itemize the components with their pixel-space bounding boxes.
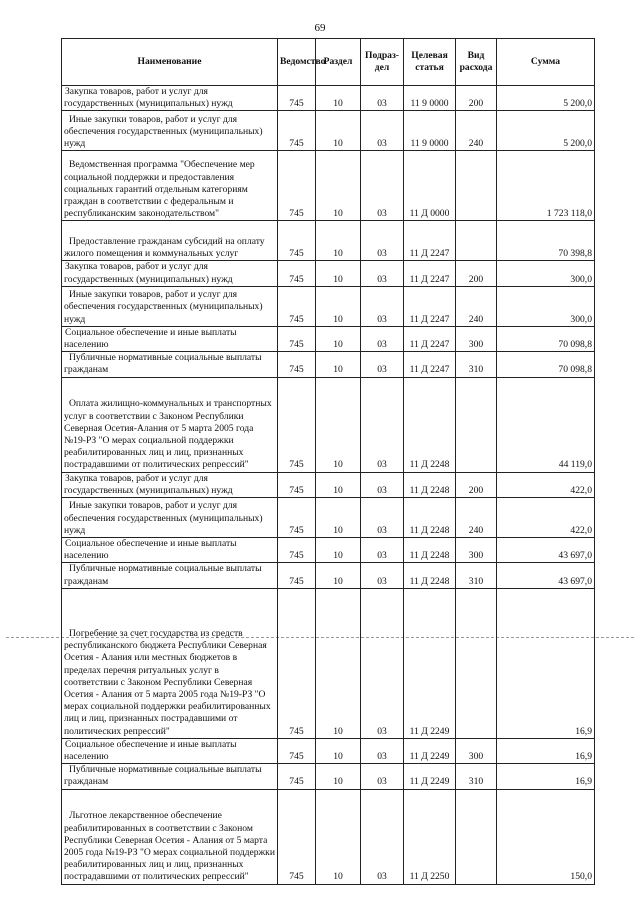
cell-name: Публичные нормативные социальные выплаты гражданам: [62, 764, 278, 789]
table-row: [62, 326, 595, 351]
cell-dept: 745: [278, 352, 316, 377]
budget-table: [61, 38, 595, 885]
cell-target: 11 Д 2247: [404, 286, 456, 326]
cell-subsection: 03: [361, 563, 404, 588]
cell-section: 10: [316, 377, 361, 472]
cell-subsection: 03: [361, 738, 404, 763]
table-row: [62, 151, 595, 221]
cell-dept: 745: [278, 86, 316, 111]
cell-subsection: 03: [361, 221, 404, 261]
table-row: [62, 538, 595, 563]
table-row: [62, 563, 595, 588]
cell-subsection: 03: [361, 352, 404, 377]
table-row: [62, 377, 595, 472]
cell-dept: 745: [278, 538, 316, 563]
cell-subsection: 03: [361, 151, 404, 221]
cell-dept: 745: [278, 588, 316, 738]
cell-target: 11 Д 2248: [404, 377, 456, 472]
header-expense: Вид расхода: [456, 39, 497, 86]
header-name: Наименование: [62, 39, 278, 86]
cell-expense: 240: [456, 111, 497, 151]
cell-subsection: 03: [361, 261, 404, 286]
cell-subsection: 03: [361, 111, 404, 151]
cell-name: Закупка товаров, работ и услуг для государственных (муниципальных) нужд: [62, 261, 278, 286]
cell-target: 11 Д 2248: [404, 563, 456, 588]
table-row: [62, 352, 595, 377]
cell-target: 11 Д 2249: [404, 738, 456, 763]
table-row: [62, 472, 595, 497]
cell-expense: 200: [456, 261, 497, 286]
cell-dept: 745: [278, 738, 316, 763]
table-row: [62, 261, 595, 286]
cell-sum: 5 200,0: [497, 111, 595, 151]
header-sum: Сумма: [497, 39, 595, 86]
cell-section: 10: [316, 538, 361, 563]
cell-name: Иные закупки товаров, работ и услуг для обеспечения государственных (муниципальных) нужд: [62, 286, 278, 326]
cell-sum: 422,0: [497, 472, 595, 497]
cell-expense: 300: [456, 738, 497, 763]
cell-name: Социальное обеспечение и иные выплаты населению: [62, 538, 278, 563]
cell-expense: [456, 377, 497, 472]
cell-section: 10: [316, 498, 361, 538]
cell-target: 11 Д 0000: [404, 151, 456, 221]
cell-sum: 5 200,0: [497, 86, 595, 111]
cell-section: 10: [316, 738, 361, 763]
cell-subsection: 03: [361, 377, 404, 472]
cell-target: 11 Д 2249: [404, 588, 456, 738]
cell-name: Погребение за счет государства из средств республиканского бюджета Республики Северная Осетия - Алания или местных бюджетов в пределах перечня ритуальных услуг в соответствии с Законом Республики Северная Осетия - Алания от 5 марта 2005 года №19-РЗ "О мерах социальной поддержки реабилитированных лиц и лиц, признанных пострадавшими от политических репрессий": [62, 588, 278, 738]
cell-sum: 43 697,0: [497, 563, 595, 588]
cell-sum: 300,0: [497, 286, 595, 326]
table-row: [62, 588, 595, 738]
cell-section: 10: [316, 221, 361, 261]
cell-expense: 240: [456, 498, 497, 538]
cell-target: 11 Д 2250: [404, 789, 456, 884]
cell-expense: 200: [456, 86, 497, 111]
cell-sum: 150,0: [497, 789, 595, 884]
cell-dept: 745: [278, 789, 316, 884]
cell-section: 10: [316, 151, 361, 221]
cell-name: Предоставление гражданам субсидий на оплату жилого помещения и коммунальных услуг: [62, 221, 278, 261]
cell-section: 10: [316, 111, 361, 151]
table-row: [62, 86, 595, 111]
cell-target: 11 Д 2247: [404, 326, 456, 351]
cell-subsection: 03: [361, 86, 404, 111]
cell-dept: 745: [278, 151, 316, 221]
cell-sum: 422,0: [497, 498, 595, 538]
cell-expense: 310: [456, 563, 497, 588]
cell-name: Социальное обеспечение и иные выплаты населению: [62, 326, 278, 351]
cell-sum: 70 098,8: [497, 326, 595, 351]
table-row: [62, 789, 595, 884]
cell-sum: 70 398,8: [497, 221, 595, 261]
cell-sum: 16,9: [497, 764, 595, 789]
cell-dept: 745: [278, 377, 316, 472]
cell-dept: 745: [278, 111, 316, 151]
cell-target: 11 Д 2249: [404, 764, 456, 789]
cell-section: 10: [316, 472, 361, 497]
cell-sum: 300,0: [497, 261, 595, 286]
cell-expense: 240: [456, 286, 497, 326]
cell-subsection: 03: [361, 588, 404, 738]
table-row: [62, 764, 595, 789]
cell-sum: 70 098,8: [497, 352, 595, 377]
cell-name: Иные закупки товаров, работ и услуг для обеспечения государственных (муниципальных) нужд: [62, 498, 278, 538]
table-row: [62, 738, 595, 763]
cell-section: 10: [316, 588, 361, 738]
cell-dept: 745: [278, 261, 316, 286]
cell-expense: 300: [456, 538, 497, 563]
cell-subsection: 03: [361, 286, 404, 326]
cell-dept: 745: [278, 498, 316, 538]
cell-subsection: 03: [361, 498, 404, 538]
cell-name: Ведомственная программа "Обеспечение мер социальной поддержки и предоставления социальных гарантий отдельным категориям граждан в соответствии с федеральным и республиканским законодательством": [62, 151, 278, 221]
cell-section: 10: [316, 352, 361, 377]
cell-subsection: 03: [361, 326, 404, 351]
cell-section: 10: [316, 563, 361, 588]
table-row: [62, 498, 595, 538]
cell-sum: 16,9: [497, 738, 595, 763]
cell-section: 10: [316, 261, 361, 286]
cell-expense: 310: [456, 352, 497, 377]
cell-expense: 310: [456, 764, 497, 789]
cell-dept: 745: [278, 326, 316, 351]
header-target: Целевая статья: [404, 39, 456, 86]
cell-name: Закупка товаров, работ и услуг для государственных (муниципальных) нужд: [62, 472, 278, 497]
header-subsection: Подраз-дел: [361, 39, 404, 86]
cell-target: 11 Д 2248: [404, 538, 456, 563]
cell-target: 11 9 0000: [404, 111, 456, 151]
cell-target: 11 Д 2248: [404, 498, 456, 538]
cell-name: Публичные нормативные социальные выплаты гражданам: [62, 352, 278, 377]
cell-sum: 43 697,0: [497, 538, 595, 563]
cell-section: 10: [316, 789, 361, 884]
cell-dept: 745: [278, 286, 316, 326]
cell-dept: 745: [278, 221, 316, 261]
cell-section: 10: [316, 286, 361, 326]
cell-name: Оплата жилищно-коммунальных и транспортных услуг в соответствии с Законом Республики Северная Осетия-Алания от 5 марта 2005 года №19-РЗ "О мерах социальной поддержки реабилитированных лиц и лиц, признанных пострадавшими от политических репрессий": [62, 377, 278, 472]
table-row: [62, 111, 595, 151]
cell-expense: [456, 789, 497, 884]
table-header-row: [62, 39, 595, 86]
cell-section: 10: [316, 86, 361, 111]
cell-name: Льготное лекарственное обеспечение реабилитированных в соответствии с Законом Республики Северная Осетия - Алания от 5 марта 2005 года №19-РЗ "О мерах социальной поддержки реабилитированных лиц и лиц, признанных пострадавшими от политических репрессий": [62, 789, 278, 884]
cell-sum: 16,9: [497, 588, 595, 738]
table-row: [62, 286, 595, 326]
cell-subsection: 03: [361, 764, 404, 789]
cell-name: Публичные нормативные социальные выплаты гражданам: [62, 563, 278, 588]
cell-section: 10: [316, 764, 361, 789]
cell-subsection: 03: [361, 472, 404, 497]
cell-subsection: 03: [361, 789, 404, 884]
cell-sum: 44 119,0: [497, 377, 595, 472]
cell-target: 11 9 0000: [404, 86, 456, 111]
cell-target: 11 Д 2247: [404, 221, 456, 261]
header-dept: Ведомство: [278, 39, 316, 86]
cell-expense: [456, 588, 497, 738]
header-section: Раздел: [316, 39, 361, 86]
cell-subsection: 03: [361, 538, 404, 563]
cell-expense: 300: [456, 326, 497, 351]
cell-sum: 1 723 118,0: [497, 151, 595, 221]
cell-dept: 745: [278, 563, 316, 588]
cell-target: 11 Д 2247: [404, 261, 456, 286]
cell-target: 11 Д 2247: [404, 352, 456, 377]
cell-dept: 745: [278, 472, 316, 497]
cell-section: 10: [316, 326, 361, 351]
cell-expense: [456, 151, 497, 221]
cell-expense: 200: [456, 472, 497, 497]
cell-name: Иные закупки товаров, работ и услуг для обеспечения государственных (муниципальных) нужд: [62, 111, 278, 151]
cell-name: Закупка товаров, работ и услуг для государственных (муниципальных) нужд: [62, 86, 278, 111]
cell-target: 11 Д 2248: [404, 472, 456, 497]
table-row: [62, 221, 595, 261]
cell-dept: 745: [278, 764, 316, 789]
cell-name: Социальное обеспечение и иные выплаты населению: [62, 738, 278, 763]
cell-expense: [456, 221, 497, 261]
page-number: 69: [314, 22, 326, 34]
